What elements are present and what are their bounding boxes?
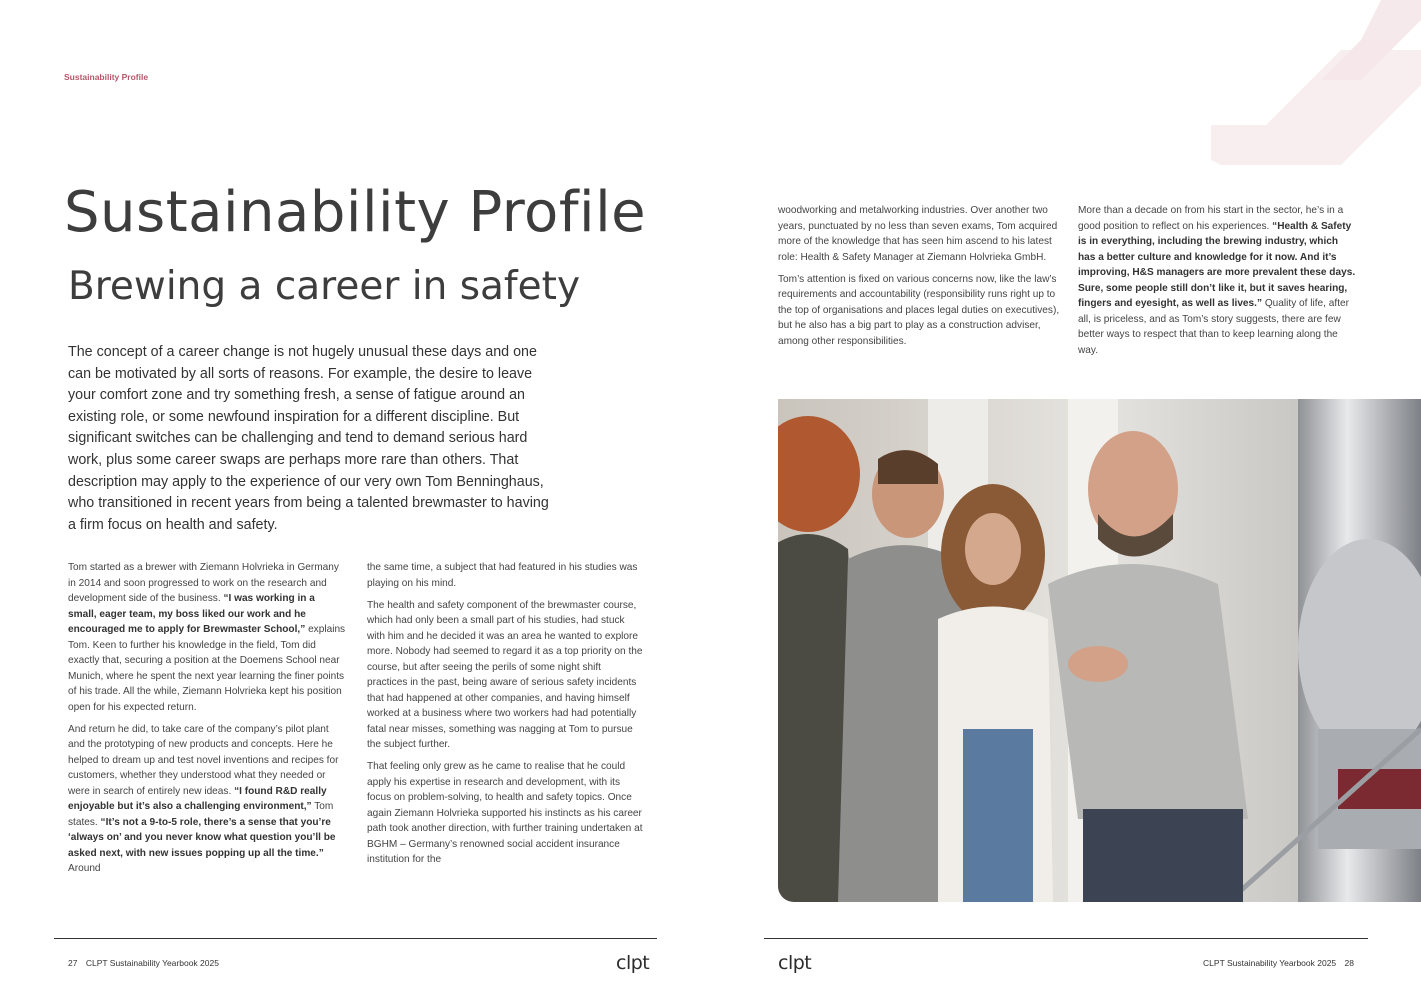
body-column-1 xyxy=(68,560,346,883)
publication-name: CLPT Sustainability Yearbook 2025 xyxy=(85,958,219,968)
decorative-stripes xyxy=(1211,0,1421,170)
section-label: Sustainability Profile xyxy=(64,72,149,82)
body-column-4 xyxy=(1078,203,1356,365)
paragraph: That feeling only grew as he came to realise that he could apply his expertise in research and development, with its focus on problem-solving, to health and safety topics. Once again Ziemann Holvrieka supported his instincts as his career path took another direction, with further training undertaken at BGHM – Germany’s renowned social accident insurance institution for the xyxy=(367,761,643,865)
quote: “I was working in a small, eager team, my boss liked our work and he encouraged me to apply for Brewmaster School,” xyxy=(68,593,315,635)
intro-paragraph: The concept of a career change is not hugely unusual these days and one can be motivated by all sorts of reasons. For example, the desire to leave your comfort zone and try something fresh, a sense of fatigue around an existing role, or some newfound inspiration for a different discipline. But significant switches can be challenging and tend to demand serious hard work, plus some career swaps are perhaps more rare than others. That description may apply to the experience of our very own Tom Benninghaus, who transitioned in recent years from being a talented brewmaster to having a firm focus on health and safety. xyxy=(68,344,549,533)
publication-name: CLPT Sustainability Yearbook 2025 xyxy=(1203,958,1337,968)
quote: “I found R&D really enjoyable but it’s also a challenging environment,” xyxy=(68,785,327,812)
paragraph: the same time, a subject that had featured in his studies was playing on his mind. xyxy=(367,562,638,589)
article-subtitle: Brewing a career in safety xyxy=(68,264,581,309)
page-title: Sustainability Profile xyxy=(64,180,647,245)
clpt-logo: clpt xyxy=(616,952,650,974)
footer-rule-left xyxy=(54,938,657,939)
body-column-3 xyxy=(778,203,1060,356)
paragraph: More than a decade on from his start in the sector, he’s in a good position to reflect on his experiences. “Health & Safety is in everything, including the brewing industry, which has a better culture and knowledge for it now. And it’s improving, H&S managers are more prevalent these days. Sure, some people still don’t like it, but it saves hearing, fingers and eyesight, as well as lives.” Quality of life, after all, is priceless, and as Tom’s story suggests, there are few better ways to respect that than to keep learning along the way. xyxy=(1078,205,1356,356)
quote: “Health & Safety is in everything, including the brewing industry, which has a better culture and knowledge for it now. And it’s improving, H&S managers are more prevalent these days. Sure, some people still don’t like it, but it saves hearing, fingers and eyesight, as well as lives.” xyxy=(1078,220,1356,309)
paragraph: woodworking and metalworking industries. Over another two years, punctuated by no less than seven exams, Tom acquired more of the knowledge that has seen him ascend to his latest role: Health & Safety Manager at Ziemann Holvrieka GmbH. xyxy=(778,205,1058,263)
footer-right xyxy=(1203,958,1354,968)
quote: “It’s not a 9-to-5 role, there’s a sense that you’re ‘always on’ and you never know what question you’ll be asked next, with new issues popping up all the time.” xyxy=(68,816,336,859)
paragraph: The health and safety component of the brewmaster course, which had only been a small part of his studies, had stuck with him and he decided it was an area he wanted to explore more. Nobody had seemed to regard it as a top priority on the course, but after seeing the perils of some night shift practices in the past, being aware of serious safety incidents that had happened at other companies, and having himself worked at a business where two workers had had potentially fatal near misses, something was nagging at Tom to pursue the subject further. xyxy=(367,599,643,750)
clpt-logo: clpt xyxy=(778,952,812,974)
body-column-2 xyxy=(367,560,643,874)
paragraph: Tom’s attention is fixed on various concerns now, like the law’s requirements and accountability (responsibility runs right up to the top of organisations and places legal duties on executives), but he also has a big part to play as a construction adviser, among other responsibilities. xyxy=(778,273,1060,347)
page-number: 28 xyxy=(1344,958,1354,968)
footer-rule-right xyxy=(764,938,1368,939)
paragraph: Tom started as a brewer with Ziemann Holvrieka in Germany in 2014 and soon progressed to work on the research and development side of the business. “I was working in a small, eager team, my boss liked our work and he encouraged me to apply for Brewmaster School,” explains Tom. Keen to further his knowledge in the field, Tom did exactly that, securing a position at the Doemens School near Munich, where he spent the next year learning the finer points of his trade. All the while, Ziemann Holvrieka kept his position open for his expected return. xyxy=(68,562,346,713)
page-number: 27 xyxy=(68,958,78,968)
paragraph: And return he did, to take care of the company’s pilot plant and the prototyping of new products and concepts. Here he helped to dream up and test novel inventions and recipes for customers, whether they understood what they needed or were in search of entirely new ideas. “I found R&D really enjoyable but it’s also a challenging environment,” Tom states. “It’s not a 9-to-5 role, there’s a sense that you’re ‘always on’ and you never know what question you’ll be asked next, with new issues popping up all the time.” Around xyxy=(68,723,339,874)
article-photo xyxy=(778,399,1421,902)
footer-left xyxy=(68,958,219,968)
